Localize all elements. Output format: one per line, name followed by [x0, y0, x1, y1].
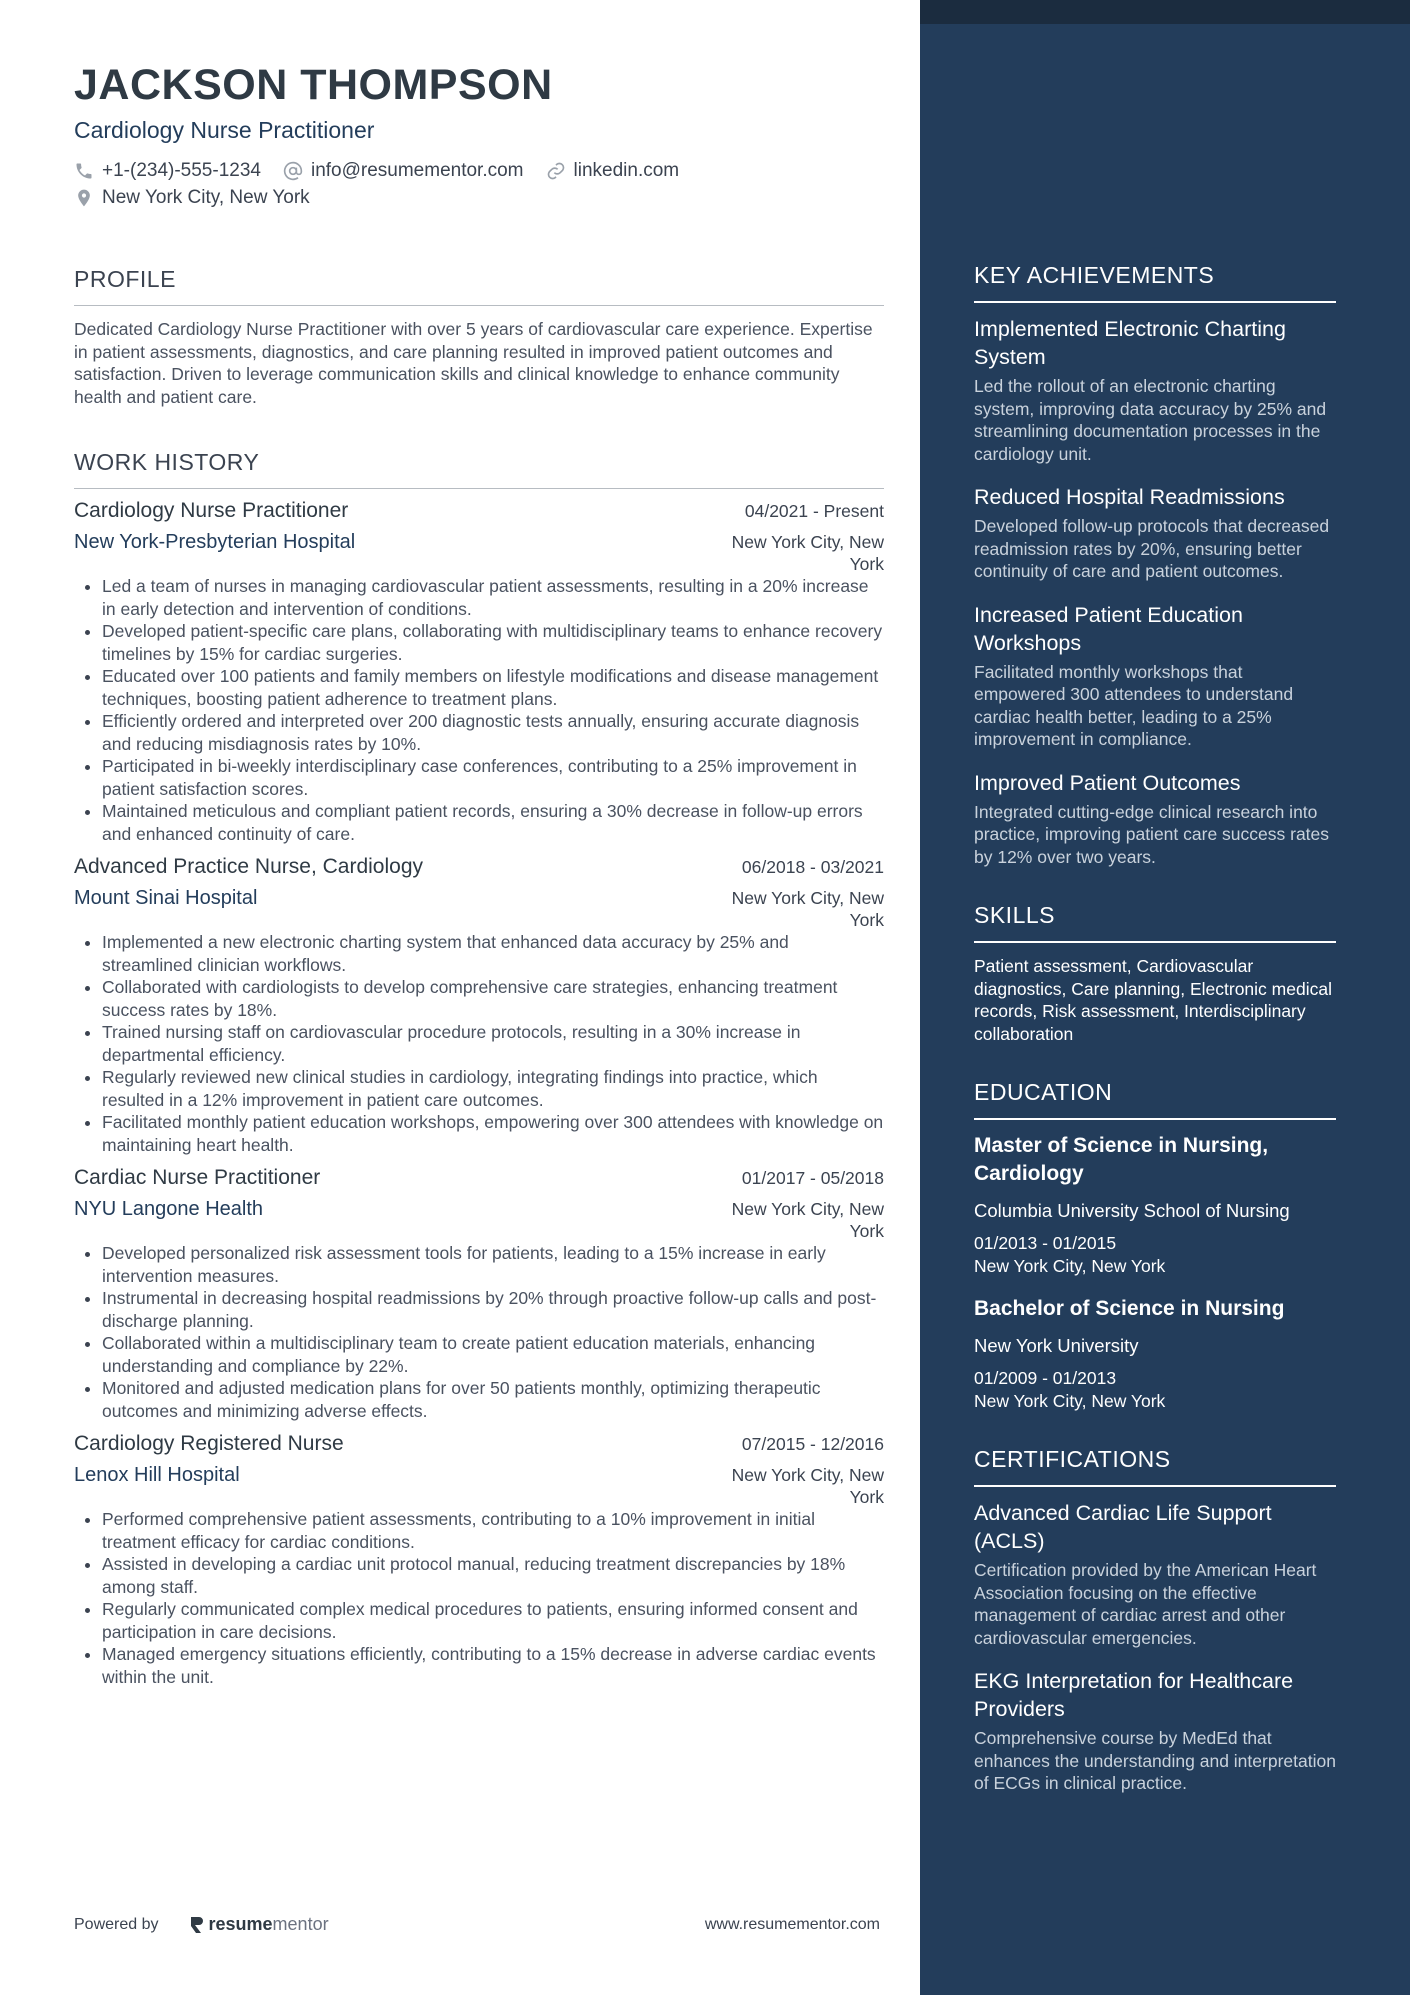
job-dates: 07/2015 - 12/2016: [741, 1434, 884, 1454]
job-entry: [74, 499, 884, 845]
certification-item: [974, 1667, 1336, 1795]
candidate-title: Cardiology Nurse Practitioner: [74, 117, 375, 143]
skills-heading: SKILLS: [974, 902, 1336, 943]
education-location: New York City, New York: [974, 1255, 1166, 1276]
footer-website[interactable]: www.resumementor.com: [704, 1915, 880, 1933]
job-company: Lenox Hill Hospital: [74, 1464, 240, 1486]
certification-text: Certification provided by the American Heart Association focusing on the effective management of cardiac arrest and other cardiovascular emergencies.: [974, 1560, 1317, 1648]
education-section: [974, 1079, 1336, 1412]
job-bullet: • Performed comprehensive patient assessments, contributing to a 10% improvement in initial treatment efficacy for cardiac conditions.: [102, 1508, 884, 1553]
education-school: Columbia University School of Nursing: [974, 1200, 1290, 1221]
contact-row: [74, 160, 701, 182]
job-dates: 06/2018 - 03/2021: [741, 857, 884, 877]
job-bullet: • Developed patient-specific care plans, collaborating with multidisciplinary teams to enhance recovery timelines by 15% for cardiac surgeries.: [102, 620, 884, 665]
achievement-text: Developed follow-up protocols that decreased readmission rates by 20%, ensuring better continuity of care and patient outcomes.: [974, 516, 1330, 581]
job-bullet: • Developed personalized risk assessment tools for patients, leading to a 15% increase in early intervention measures.: [102, 1242, 884, 1287]
powered-by: [74, 1914, 329, 1935]
contact-row-location: [74, 187, 332, 209]
education-school: New York University: [974, 1335, 1139, 1356]
powered-by-label: Powered by: [74, 1915, 159, 1933]
education-location: New York City, New York: [974, 1390, 1166, 1411]
job-title: Cardiology Nurse Practitioner: [74, 499, 349, 522]
phone-text: +1-(234)-555-1234: [102, 160, 261, 181]
job-bullet: • Managed emergency situations efficiently, contributing to a 15% decrease in adverse cardiac events within the unit.: [102, 1643, 884, 1688]
profile-section: [74, 266, 884, 408]
achievement-title: Improved Patient Outcomes: [974, 770, 1241, 795]
education-item: [974, 1295, 1336, 1412]
job-entry: [74, 1432, 884, 1688]
job-bullet: • Regularly reviewed new clinical studies in cardiology, integrating findings into practice, which resulted in a 12% improvement in patient care outcomes.: [102, 1066, 884, 1111]
contact-location: [74, 187, 310, 209]
job-bullets: [74, 575, 884, 845]
skills-text: Patient assessment, Cardiovascular diagnostics, Care planning, Electronic medical records, Risk assessment, Interdisciplinary collaboration: [974, 956, 1332, 1044]
job-location: New York City, New York: [731, 1199, 884, 1241]
job-bullet: • Educated over 100 patients and family members on lifestyle modifications and disease management techniques, boosting patient adherence to treatment plans.: [102, 665, 884, 710]
linkedin-text: linkedin.com: [573, 160, 680, 181]
contact-phone: [74, 160, 261, 182]
contact-email[interactable]: [283, 160, 524, 182]
footer: [74, 1914, 880, 1935]
work-history-section: [74, 449, 884, 1688]
achievements-section: [974, 262, 1336, 868]
job-title: Cardiology Registered Nurse: [74, 1432, 344, 1455]
certifications-section: [974, 1446, 1336, 1795]
skills-section: [974, 902, 1336, 1045]
job-bullet: • Instrumental in decreasing hospital readmissions by 20% through proactive follow-up calls and post-discharge planning.: [102, 1287, 884, 1332]
job-bullet: • Maintained meticulous and compliant patient records, ensuring a 30% decrease in follow-up errors and enhanced continuity of care.: [102, 800, 884, 845]
achievement-title: Increased Patient Education Workshops: [974, 602, 1243, 655]
brand-logo[interactable]: [189, 1914, 329, 1935]
candidate-name: JACKSON THOMPSON: [74, 61, 553, 109]
achievement-item: [974, 483, 1336, 583]
certification-item: [974, 1499, 1336, 1649]
job-bullet: • Trained nursing staff on cardiovascular procedure protocols, resulting in a 30% increase in departmental efficiency.: [102, 1021, 884, 1066]
job-company: New York-Presbyterian Hospital: [74, 531, 356, 553]
education-heading: EDUCATION: [974, 1079, 1336, 1120]
brand-name-light: mentor: [272, 1914, 329, 1934]
phone-icon: [74, 161, 94, 181]
certification-title: Advanced Cardiac Life Support (ACLS): [974, 1501, 1272, 1553]
education-degree: Bachelor of Science in Nursing: [974, 1297, 1285, 1320]
sidebar: [920, 0, 1410, 1995]
location-pin-icon: [74, 188, 94, 208]
job-bullet: • Regularly communicated complex medical procedures to patients, ensuring informed consent and participation in care decisions.: [102, 1598, 884, 1643]
job-bullet: • Facilitated monthly patient education workshops, empowering over 300 attendees with knowledge on maintaining heart health.: [102, 1111, 884, 1156]
job-bullets: [74, 1242, 884, 1422]
certifications-heading: CERTIFICATIONS: [974, 1446, 1336, 1487]
job-company: Mount Sinai Hospital: [74, 887, 258, 909]
job-bullet: • Efficiently ordered and interpreted over 200 diagnostic tests annually, ensuring accurate diagnosis and reducing misdiagnosis rates by 10%.: [102, 710, 884, 755]
job-bullet: • Collaborated with cardiologists to develop comprehensive care strategies, enhancing treatment success rates by 18%.: [102, 976, 884, 1021]
job-bullet: • Implemented a new electronic charting system that enhanced data accuracy by 25% and streamlined clinician workflows.: [102, 931, 884, 976]
profile-text: Dedicated Cardiology Nurse Practitioner with over 5 years of cardiovascular care experience. Expertise in patient assessments, diagnostics, and care planning resulted in improved patient outcomes and satisfaction. Driven to leverage communication skills and clinical knowledge to enhance community health and patient care.: [74, 319, 873, 407]
job-title: Cardiac Nurse Practitioner: [74, 1166, 321, 1189]
education-item: [974, 1132, 1336, 1277]
job-bullets: [74, 1508, 884, 1688]
job-entry: [74, 1166, 884, 1422]
job-company: NYU Langone Health: [74, 1198, 264, 1220]
job-location: New York City, New York: [731, 1465, 884, 1507]
job-dates: 01/2017 - 05/2018: [741, 1168, 884, 1188]
link-icon: [546, 161, 566, 181]
certification-title: EKG Interpretation for Healthcare Providers: [974, 1669, 1294, 1721]
job-bullet: • Participated in bi-weekly interdisciplinary case conferences, contributing to a 25% improvement in patient satisfaction scores.: [102, 755, 884, 800]
achievement-text: Facilitated monthly workshops that empowered 300 attendees to understand cardiac health better, leading to a 25% improvement in compliance.: [974, 661, 1294, 749]
education-dates: 01/2013 - 01/2015: [974, 1233, 1117, 1253]
achievement-item: [974, 769, 1336, 869]
certification-text: Comprehensive course by MedEd that enhances the understanding and interpretation of ECGs in clinical practice.: [974, 1728, 1336, 1793]
job-bullet: • Assisted in developing a cardiac unit protocol manual, reducing treatment discrepancies by 18% among staff.: [102, 1553, 884, 1598]
contact-linkedin[interactable]: [546, 160, 680, 182]
brand-name-bold: resume: [208, 1914, 273, 1934]
education-dates: 01/2009 - 01/2013: [974, 1368, 1117, 1388]
achievement-item: [974, 315, 1336, 465]
job-bullet: • Monitored and adjusted medication plans for over 50 patients monthly, optimizing therapeutic outcomes and minimizing adverse effects.: [102, 1377, 884, 1422]
profile-heading: PROFILE: [74, 266, 884, 306]
achievement-title: Reduced Hospital Readmissions: [974, 485, 1285, 509]
education-degree: Master of Science in Nursing, Cardiology: [974, 1134, 1269, 1185]
sidebar-top-band: [920, 0, 1410, 24]
job-location: New York City, New York: [731, 532, 884, 574]
resumementor-logo-icon: [189, 1915, 205, 1935]
at-sign-icon: [283, 161, 303, 181]
achievement-title: Implemented Electronic Charting System: [974, 317, 1286, 369]
email-text: info@resumementor.com: [310, 160, 524, 181]
job-location: New York City, New York: [731, 888, 884, 930]
location-text: New York City, New York: [102, 187, 310, 208]
achievement-text: Integrated cutting-edge clinical research into practice, improving patient care success rates by 12% over two years.: [974, 801, 1330, 867]
job-entry: [74, 855, 884, 1156]
work-history-heading: WORK HISTORY: [74, 449, 884, 489]
sidebar-content: [974, 262, 1336, 1829]
job-bullets: [74, 931, 884, 1156]
achievements-heading: KEY ACHIEVEMENTS: [974, 262, 1336, 303]
job-title: Advanced Practice Nurse, Cardiology: [74, 855, 424, 878]
job-bullet: • Collaborated within a multidisciplinary team to create patient education materials, enhancing understanding and compliance by 22%.: [102, 1332, 884, 1377]
achievement-text: Led the rollout of an electronic charting system, improving data accuracy by 25% and streamlining documentation processes in the cardiology unit.: [974, 376, 1327, 464]
job-dates: 04/2021 - Present: [744, 501, 884, 521]
achievement-item: [974, 601, 1336, 751]
job-bullet: • Led a team of nurses in managing cardiovascular patient assessments, resulting in a 20% increase in early detection and intervention of conditions.: [102, 575, 884, 620]
